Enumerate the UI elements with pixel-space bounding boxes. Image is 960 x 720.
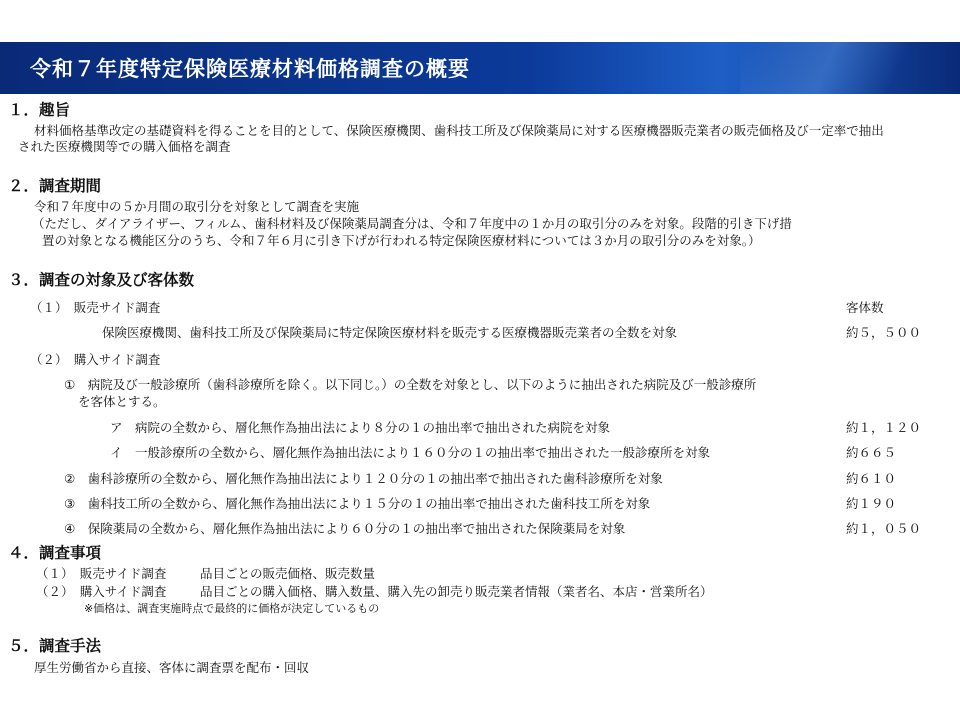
count-column-header: 客体数 bbox=[846, 300, 884, 315]
title-banner-decoration bbox=[740, 42, 960, 94]
section-5-heading: ５．調査手法 bbox=[8, 637, 102, 655]
purchase-item-3-description: ③ 歯科技工所の全数から、層化無作為抽出法により１５分の１の抽出率で抽出された歯科技工所を対象 bbox=[64, 496, 651, 511]
sales-side-count: 約５，５００ bbox=[846, 325, 922, 340]
section-5-text-line1: 厚生労働省から直接、客体に調査票を配布・回収 bbox=[34, 660, 310, 675]
survey-item-1-value: 品目ごとの販売価格、販売数量 bbox=[200, 566, 376, 581]
page-title: 令和７年度特定保険医療材料価格調査の概要 bbox=[30, 57, 470, 81]
purchase-item-1b-description: イ 一般診療所の全数から、層化無作為抽出法により１６０分の１の抽出率で抽出された一般診療所を対象 bbox=[110, 445, 711, 460]
purchase-item-1-line2: を客体とする。 bbox=[78, 394, 166, 409]
purchase-item-1b-count: 約６６５ bbox=[846, 445, 897, 460]
section-1-text-line2: された医療機関等での購入価格を調査 bbox=[18, 139, 231, 154]
section-2-text-line2: （ただし、ダイアライザー、フィルム、歯科材料及び保険薬局調査分は、令和７年度中の１か月の取引分のみを対象。段階的引き下げ措 bbox=[32, 216, 792, 231]
section-2-heading: ２．調査期間 bbox=[8, 177, 102, 195]
sales-side-label: （１） 販売サイド調査 bbox=[30, 300, 161, 315]
purchase-side-label: （２） 購入サイド調査 bbox=[30, 352, 161, 367]
purchase-item-4-count: 約１，０５０ bbox=[846, 521, 922, 536]
purchase-item-1-line1: ① 病院及び一般診療所（歯科診療所を除く。以下同じ。）の全数を対象とし、以下のように抽出された病院及び一般診療所 bbox=[64, 377, 757, 392]
section-4-heading: ４．調査事項 bbox=[8, 544, 102, 562]
survey-item-2-label: （２） 購入サイド調査 bbox=[36, 584, 167, 599]
survey-item-2-value: 品目ごとの購入価格、購入数量、購入先の卸売り販売業者情報（業者名、本店・営業所名） bbox=[200, 584, 713, 599]
purchase-item-2-description: ② 歯科診療所の全数から、層化無作為抽出法により１２０分の１の抽出率で抽出された歯科診療所を対象 bbox=[64, 471, 663, 486]
purchase-item-1a-description: ア 病院の全数から、層化無作為抽出法により８分の１の抽出率で抽出された病院を対象 bbox=[110, 420, 611, 435]
sales-side-description: 保険医療機関、歯科技工所及び保険薬局に特定保険医療材料を販売する医療機器販売業者の全数を対象 bbox=[102, 325, 678, 340]
section-1-text-line1: 材料価格基準改定の基礎資料を得ることを目的として、保険医療機関、歯科技工所及び保険薬局に対する医療機器販売業者の販売価格及び一定率で抽出 bbox=[34, 123, 884, 138]
purchase-item-4-description: ④ 保険薬局の全数から、層化無作為抽出法により６０分の１の抽出率で抽出された保険薬局を対象 bbox=[64, 521, 626, 536]
purchase-item-3-count: 約１９０ bbox=[846, 496, 897, 511]
section-1-heading: １．趣旨 bbox=[8, 101, 71, 119]
survey-item-1-label: （１） 販売サイド調査 bbox=[36, 566, 167, 581]
section-3-heading: ３．調査の対象及び客体数 bbox=[8, 271, 195, 289]
title-banner bbox=[0, 42, 960, 94]
purchase-item-2-count: 約６１０ bbox=[846, 471, 897, 486]
section-2-text-line1: 令和７年度中の５か月間の取引分を対象として調査を実施 bbox=[34, 199, 360, 214]
section-2-text-line3: 置の対象となる機能区分のうち、令和７年６月に引き下げが行われる特定保険医療材料については３か月の取引分のみを対象。） bbox=[42, 233, 761, 248]
price-note: ※価格は、調査実施時点で最終的に価格が決定しているもの bbox=[84, 602, 380, 615]
purchase-item-1a-count: 約１，１２０ bbox=[846, 420, 922, 435]
